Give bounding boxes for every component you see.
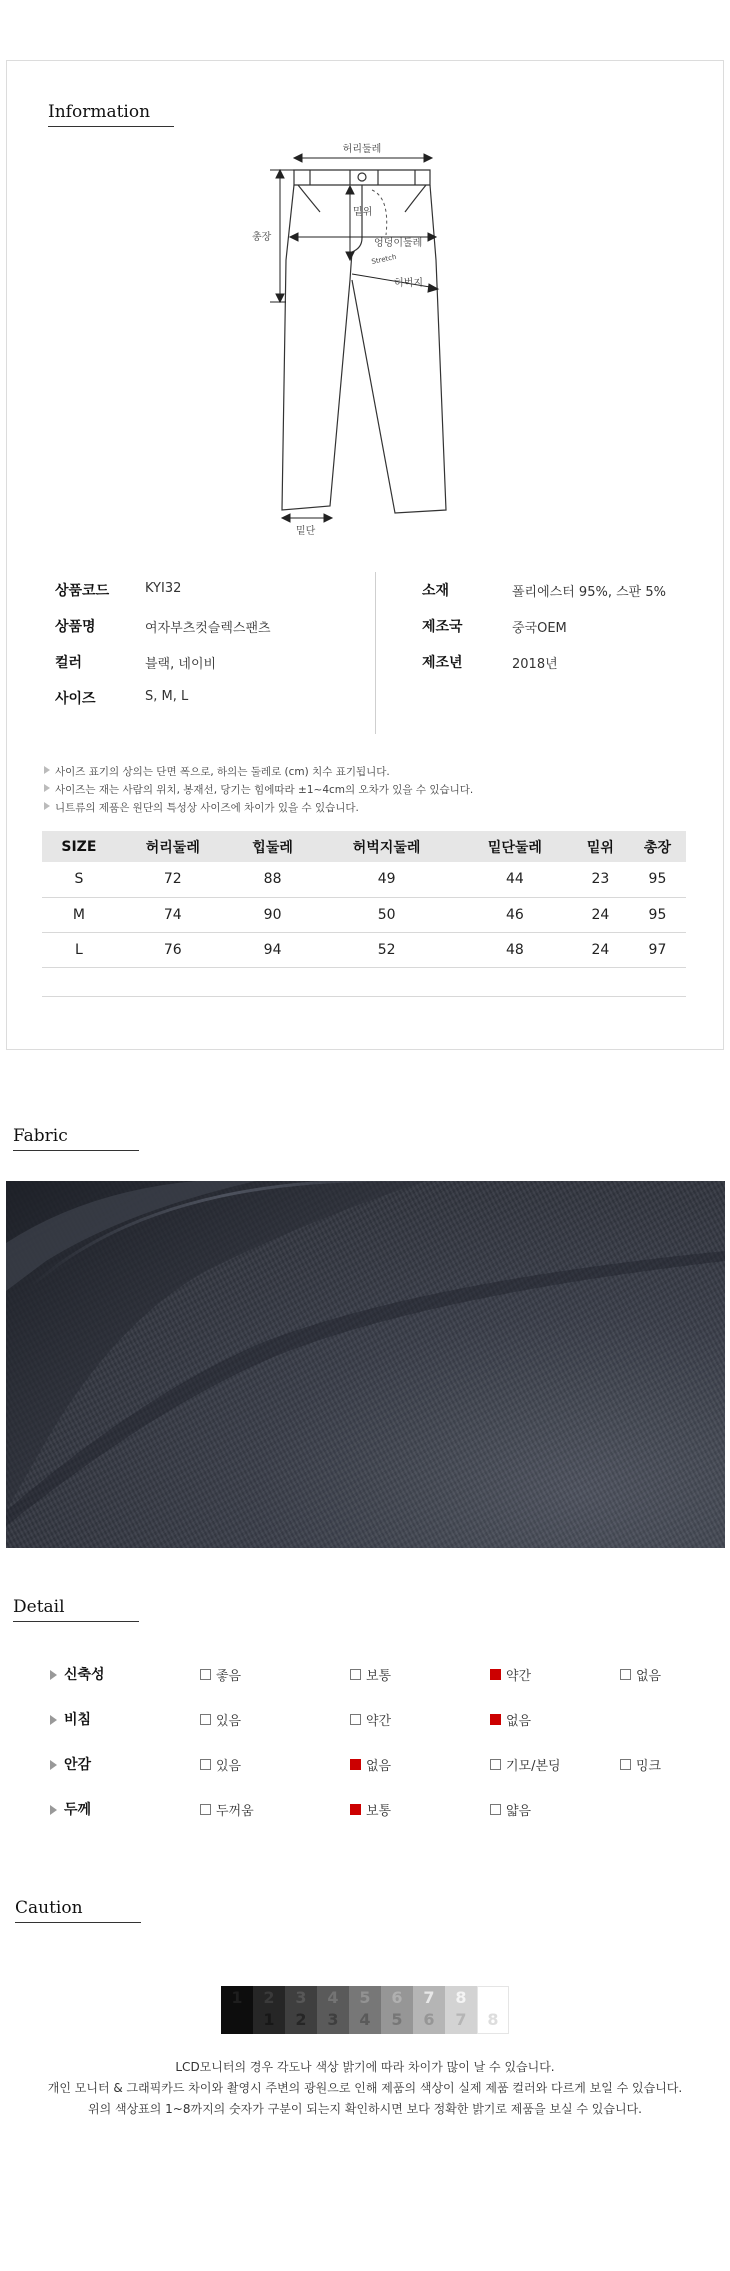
fabric-fold-shading [6,1181,725,1548]
hip-label: 엉덩이둘레 [374,238,423,249]
spec-label: 소재 [422,583,450,599]
spec-label: 컬러 [55,655,83,671]
swatch-cell [381,1986,413,2034]
spec-value: 여자부츠컷슬렉스팬츠 [145,621,271,636]
spec-label: 상품코드 [55,583,110,599]
row-arrow-icon [50,1760,57,1770]
spec-value: KYI32 [145,581,182,596]
detail-option: 두꺼움 [200,1800,254,1819]
table-cell: L [42,932,116,967]
checkbox-icon [350,1669,361,1680]
spec-row [55,616,355,652]
spec-value: 중국OEM [512,621,567,636]
detail-title: Detail [13,1597,65,1617]
fabric-title-underline [13,1150,139,1151]
table-cell: 74 [116,897,230,932]
swatch-number-bottom: 2 [295,2010,307,2029]
note-bullet-icon [44,766,50,774]
rise-label: 밑위 [353,207,373,218]
information-title-underline [48,126,174,127]
swatch-number-bottom: 4 [359,2010,371,2029]
spec-row [55,688,355,724]
checkbox-icon [620,1759,631,1770]
pants-measurement-diagram [240,140,480,540]
detail-title-underline [13,1621,139,1622]
spec-value: 폴리에스터 95%, 스판 5% [512,585,666,600]
checkbox-icon [200,1804,211,1815]
caution-line: LCD모니터의 경우 각도나 색상 밝기에 따라 차이가 많이 날 수 있습니다. [175,2060,555,2074]
checked-box-icon [490,1669,501,1680]
detail-option: 있음 [200,1755,241,1774]
table-cell: 72 [116,862,230,897]
checkbox-icon [490,1759,501,1770]
size-table-header: SIZE [42,831,116,862]
specs-left [55,580,355,724]
row-arrow-icon [50,1715,57,1725]
table-cell: 97 [629,932,686,967]
table-cell: 95 [629,862,686,897]
detail-label: 두께 [64,1802,92,1818]
specs-divider [375,572,376,734]
table-cell: 44 [458,862,572,897]
waist-label: 허리둘레 [342,144,382,155]
note-bullet-icon [44,802,50,810]
detail-option: 얇음 [490,1800,531,1819]
table-row [42,897,686,932]
checkbox-icon [200,1714,211,1725]
swatch-number-top: 2 [263,1988,275,2007]
note-bullet-icon [44,784,50,792]
caution-line: 개인 모니터 & 그래픽카드 차이와 촬영시 주변의 광원으로 인해 제품의 색상이 실제 제품 컬러와 다르게 보일 수 있습니다. [47,2081,683,2095]
size-note: 니트류의 제품은 원단의 특성상 사이즈에 차이가 있을 수 있습니다. [44,800,359,815]
table-cell: 46 [458,897,572,932]
swatch-number-bottom: 5 [391,2010,403,2029]
detail-option: 있음 [200,1710,241,1729]
detail-label: 비침 [64,1712,92,1728]
swatch-cell [317,1986,349,2034]
spec-row [55,580,355,616]
swatch-number-top: 4 [327,1988,339,2007]
spec-row [55,652,355,688]
spec-value: 2018년 [512,657,558,672]
swatch-cell [221,1986,253,2034]
spec-label: 사이즈 [55,691,96,707]
checkbox-icon [200,1669,211,1680]
fabric-title: Fabric [13,1126,68,1146]
spec-row [422,580,712,616]
swatch-number-bottom: 1 [263,2010,275,2029]
swatch-number-top: 6 [391,1988,403,2007]
size-table-bottom-rule [42,996,686,997]
swatch-cell [285,1986,317,2034]
swatch-number-top: 5 [359,1988,371,2007]
table-cell: 88 [230,862,316,897]
spec-label: 상품명 [55,619,96,635]
detail-option: 없음 [620,1665,661,1684]
spec-label: 제조년 [422,655,463,671]
detail-option: 약간 [350,1710,391,1729]
swatch-number-bottom: 3 [327,2010,339,2029]
swatch-cell [445,1986,477,2034]
detail-option-selected: 없음 [350,1755,391,1774]
checked-box-icon [350,1759,361,1770]
table-cell: 76 [116,932,230,967]
spec-value: S, M, L [145,689,189,704]
size-table-header: 허벅지둘레 [315,831,458,862]
stretch-label: Stretch [370,252,398,266]
caution-title-underline [15,1922,141,1923]
detail-label: 신축성 [64,1667,105,1683]
size-table-header: 밑위 [572,831,629,862]
spec-value: 블랙, 네이비 [145,657,217,672]
table-cell: S [42,862,116,897]
table-cell: 95 [629,897,686,932]
brightness-swatch [221,1986,509,2034]
spec-row [422,652,712,688]
checkbox-icon [620,1669,631,1680]
thigh-label: 허벅지 [394,278,423,289]
checkbox-icon [490,1804,501,1815]
swatch-number-bottom: 7 [455,2010,467,2029]
detail-option-selected: 보통 [350,1800,391,1819]
size-table-header: 허리둘레 [116,831,230,862]
size-note: 사이즈 표기의 상의는 단면 폭으로, 하의는 둘레로 (cm) 치수 표기됩니다. [44,764,390,779]
swatch-number-top: 8 [455,1988,467,2007]
table-cell: 50 [315,897,458,932]
size-note: 사이즈는 재는 사람의 위치, 봉재선, 당기는 힘에따라 ±1~4cm의 오차가 있을 수 있습니다. [44,782,473,797]
size-table-header: 힙둘레 [230,831,316,862]
spec-label: 제조국 [422,619,463,635]
spec-row [422,616,712,652]
checkbox-icon [350,1714,361,1725]
table-row [42,862,686,897]
size-table-header: 총장 [629,831,686,862]
specs-right [422,580,712,688]
swatch-number-top: 7 [423,1988,435,2007]
fabric-closeup-photo [6,1181,725,1548]
checked-box-icon [350,1804,361,1815]
row-arrow-icon [50,1805,57,1815]
length-label: 총장 [252,232,272,243]
caution-line: 위의 색상표의 1~8까지의 숫자가 구분이 되는지 확인하시면 보다 정확한 밝기로 제품을 보실 수 있습니다. [87,2102,642,2116]
swatch-number-top: 1 [231,1988,243,2007]
detail-option: 밍크 [620,1755,661,1774]
size-table-header: 밑단둘레 [458,831,572,862]
table-row [42,932,686,967]
swatch-number-bottom: 6 [423,2010,435,2029]
caution-title: Caution [15,1898,83,1918]
table-cell: 94 [230,932,316,967]
row-arrow-icon [50,1670,57,1680]
size-table [42,831,686,968]
size-table-header-row [42,831,686,862]
swatch-cell [349,1986,381,2034]
detail-option: 좋음 [200,1665,241,1684]
detail-option: 보통 [350,1665,391,1684]
detail-option-selected: 약간 [490,1665,531,1684]
detail-option: 기모/본딩 [490,1755,561,1774]
detail-option-selected: 없음 [490,1710,531,1729]
table-cell: 24 [572,932,629,967]
hem-label: 밑단 [296,526,316,537]
table-cell: 90 [230,897,316,932]
table-cell: 52 [315,932,458,967]
checkbox-icon [200,1759,211,1770]
table-cell: M [42,897,116,932]
checked-box-icon [490,1714,501,1725]
table-cell: 24 [572,897,629,932]
swatch-cell [413,1986,445,2034]
swatch-cell [253,1986,285,2034]
table-cell: 49 [315,862,458,897]
table-cell: 23 [572,862,629,897]
swatch-cell [477,1986,509,2034]
swatch-number-top: 3 [295,1988,307,2007]
swatch-number-bottom: 8 [487,2010,499,2029]
information-title: Information [48,102,151,122]
table-cell: 48 [458,932,572,967]
detail-label: 안감 [64,1757,92,1773]
